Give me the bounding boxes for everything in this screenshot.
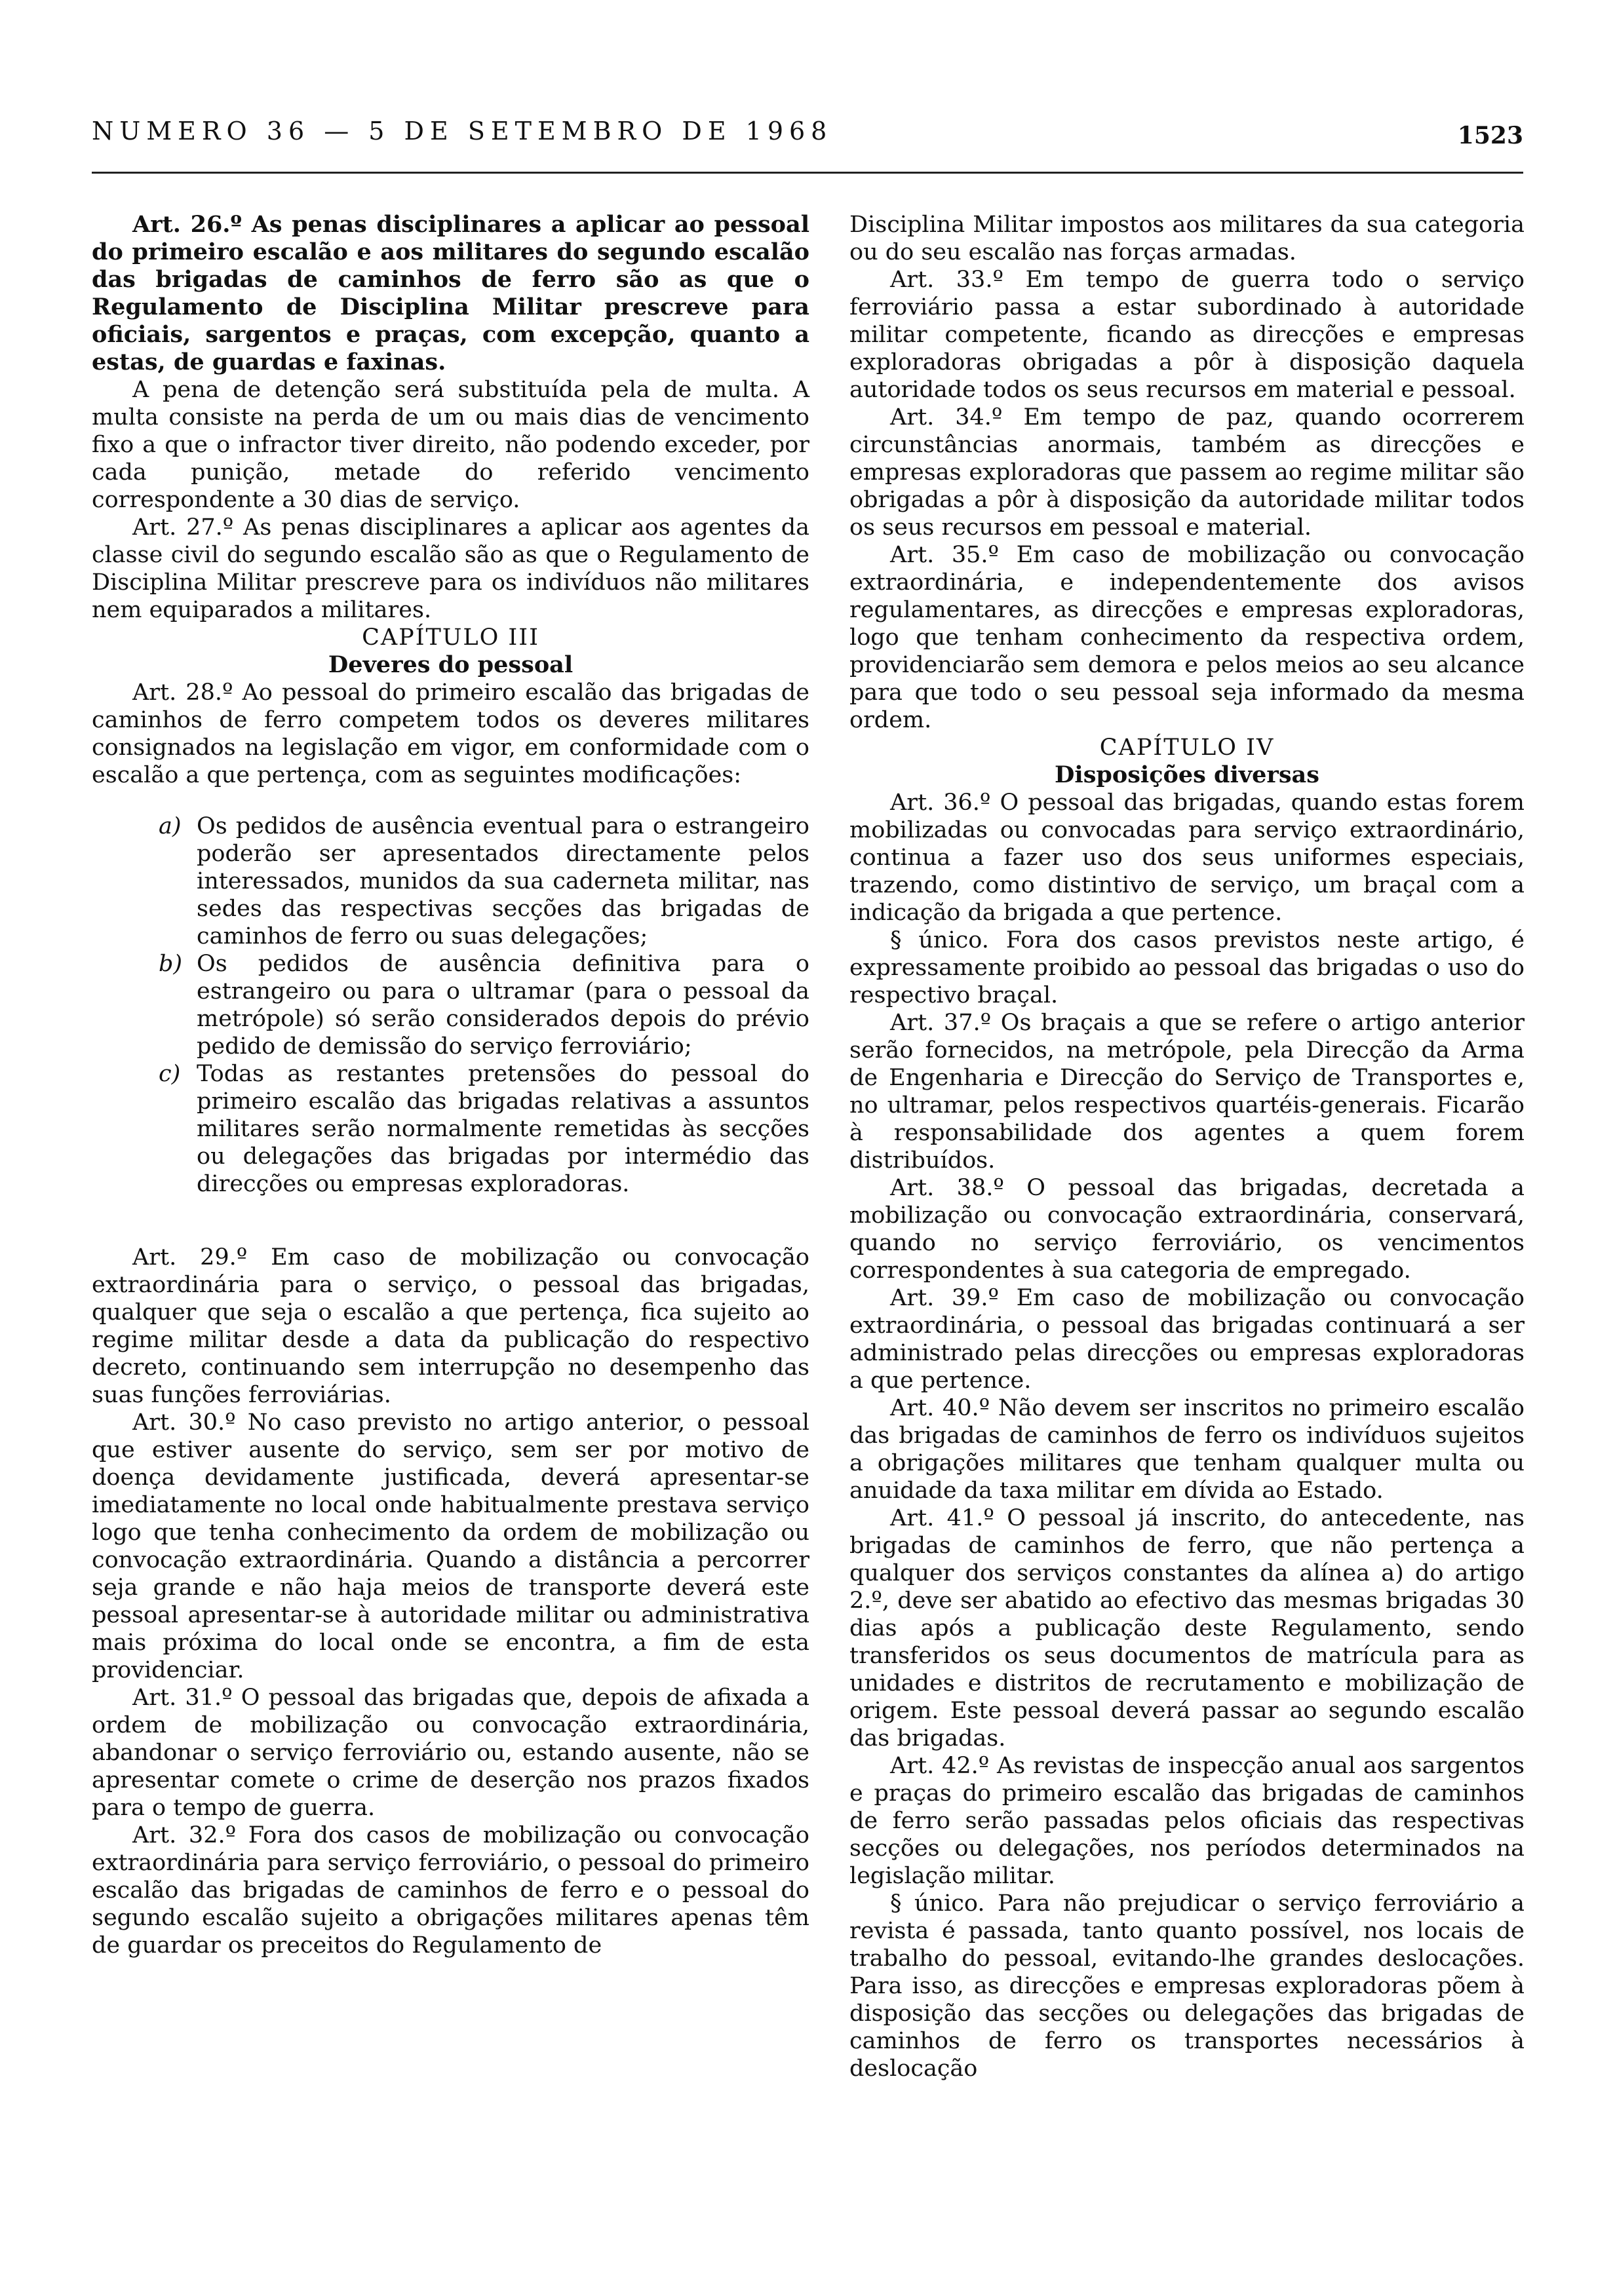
article-40: Art. 40.º Não devem ser inscritos no primeiro escalão das brigadas de caminhos de ferro os indivíduos sujeitos a obrigações militares que tenham qualquer multa ou anuidade da taxa militar em dívida ao Estado. (849, 1395, 1525, 1504)
page-header (92, 117, 1523, 169)
chapter-3-title: Deveres do pessoal (328, 651, 574, 678)
header-rule (92, 172, 1523, 174)
list-marker: c) (159, 1061, 181, 1087)
article-42: Art. 42.º As revistas de inspecção anual aos sargentos e praças do primeiro escalão das brigadas de caminhos de ferro serão passadas pelos oficiais das respectivas secções ou delegações, nos períodos determinados na legislação militar. (849, 1753, 1525, 1889)
issue-and-date: NUMERO 36 — 5 DE SETEMBRO DE 1968 (92, 117, 833, 145)
article-42-unico: § único. Para não prejudicar o serviço ferroviário a revista é passada, tanto quanto possível, nos locais de trabalho do pessoal, evitando-lhe grandes deslocações. Para isso, as direcções e empresas exploradoras põem à disposição das secções ou delegações das brigadas de caminhos de ferro os transportes necessários à deslocação (849, 1890, 1525, 2082)
list-item-text: Todas as restantes pretensões do pessoal do primeiro escalão das brigadas relativas a assuntos militares serão normalmente remetidas às secções ou delegações das brigadas por intermédio das direcções ou empresas exploradoras. (197, 1061, 809, 1197)
list-item (159, 1060, 809, 1198)
chapter-4-label: CAPÍTULO IV (1099, 735, 1275, 761)
article-38: Art. 38.º O pessoal das brigadas, decretada a mobilização ou convocação extraordinária, conservará, quando no serviço ferroviário, os vencimentos correspondentes à sua categoria de empregado. (849, 1175, 1525, 1284)
article-31: Art. 31.º O pessoal das brigadas que, depois de afixada a ordem de mobilização ou convocação extraordinária, abandonar o serviço ferroviário ou, estando ausente, não se apresentar comete o crime de deserção nos prazos fixados para o tempo de guerra. (92, 1685, 809, 1821)
chapter-3-label: CAPÍTULO III (362, 624, 539, 651)
left-column (92, 211, 809, 1959)
list-item-text: Os pedidos de ausência definitiva para o estrangeiro ou para o ultramar (para o pessoal da metrópole) só serão considerados depois do prévio pedido de demissão do serviço ferroviário; (197, 951, 809, 1060)
article-28-intro: Art. 28.º Ao pessoal do primeiro escalão das brigadas de caminhos de ferro competem todos os deveres militares consignados na legislação em vigor, em conformidade com o escalão a que pertença, com as seguintes modificações: (92, 679, 809, 788)
article-36-unico: § único. Fora dos casos previstos neste artigo, é expressamente proibido ao pessoal das brigadas o uso do respectivo braçal. (849, 927, 1525, 1008)
list-marker: a) (159, 813, 182, 839)
list-item-text: Os pedidos de ausência eventual para o estrangeiro poderão ser apresentados directamente pelos interessados, munidos da sua caderneta militar, nas sedes das respectivas secções das brigadas de caminhos de ferro ou suas delegações; (197, 813, 809, 949)
article-34: Art. 34.º Em tempo de paz, quando ocorrerem circunstâncias anormais, também as direcções e empresas exploradoras que passem ao regime militar são obrigadas a pôr à disposição da autoridade militar todos os seus recursos em pessoal e material. (849, 404, 1525, 541)
article-37: Art. 37.º Os braçais a que se refere o artigo anterior serão fornecidos, na metrópole, pela Direcção da Arma de Engenharia e Direcção do Serviço de Transportes e, no ultramar, pelos respectivos quartéis-generais. Ficarão à responsabilidade dos agentes a quem forem distribuídos. (849, 1010, 1525, 1174)
article-35: Art. 35.º Em caso de mobilização ou convocação extraordinária, e independentemente dos avisos regulamentares, as direcções e empresas exploradoras, logo que tenham conhecimento da respectiva ordem, providenciarão sem demora e pelos meios ao seu alcance para que todo o seu pessoal seja informado da mesma ordem. (849, 542, 1525, 733)
article-28-list (159, 813, 809, 1198)
article-32-start: Art. 32.º Fora dos casos de mobilização ou convocação extraordinária para serviço ferroviário, o pessoal do primeiro escalão das brigadas de caminhos de ferro e o pessoal do segundo escalão sujeito a obrigações militares apenas têm de guardar os preceitos do Regulamento de (92, 1822, 809, 1959)
article-26-paragraph-1: Art. 26.º As penas disciplinares a aplicar ao pessoal do primeiro escalão e aos militares do segundo escalão das brigadas de caminhos de ferro são as que o Regulamento de Disciplina Militar prescreve para oficiais, sargentos e praças, com excepção, quanto a estas, de guardas e faxinas. (92, 211, 809, 375)
list-marker: b) (159, 951, 183, 977)
list-item (159, 813, 809, 950)
list-item (159, 950, 809, 1060)
article-32-end: Disciplina Militar impostos aos militares da sua categoria ou do seu escalão nas forças armadas. (849, 212, 1525, 265)
article-29: Art. 29.º Em caso de mobilização ou convocação extraordinária para o serviço, o pessoal das brigadas, qualquer que seja o escalão a que pertença, fica sujeito ao regime militar desde a data da publicação do respectivo decreto, continuando sem interrupção no desempenho das suas funções ferroviárias. (92, 1244, 809, 1408)
article-27: Art. 27.º As penas disciplinares a aplicar aos agentes da classe civil do segundo escalão são as que o Regulamento de Disciplina Militar prescreve para os indivíduos não militares nem equiparados a militares. (92, 514, 809, 623)
article-36: Art. 36.º O pessoal das brigadas, quando estas forem mobilizadas ou convocadas para serviço extraordinário, continua a fazer uso dos seus uniformes especiais, trazendo, como distintivo de serviço, um braçal com a indicação da brigada a que pertence. (849, 790, 1525, 926)
page-number: 1523 (1457, 122, 1523, 149)
article-26-paragraph-2: A pena de detenção será substituída pela de multa. A multa consiste na perda de um ou mais dias de vencimento fixo a que o infractor tiver direito, não podendo exceder, por cada punição, metade do referido vencimento correspondente a 30 dias de serviço. (92, 377, 809, 513)
article-33: Art. 33.º Em tempo de guerra todo o serviço ferroviário passa a estar subordinado à autoridade militar competente, ficando as direcções e empresas exploradoras obrigadas a pôr à disposição daquela autoridade todos os seus recursos em material e pessoal. (849, 267, 1525, 403)
article-30: Art. 30.º No caso previsto no artigo anterior, o pessoal que estiver ausente do serviço, sem ser por motivo de doença devidamente justificada, deverá apresentar-se imediatamente no local onde habitualmente prestava serviço logo que tenha conhecimento da ordem de mobilização ou convocação extraordinária. Quando a distância a percorrer seja grande e não haja meios de transporte deverá este pessoal apresentar-se à autoridade militar ou administrativa mais próxima do local onde se encontra, a fim de esta providenciar. (92, 1409, 809, 1683)
article-41: Art. 41.º O pessoal já inscrito, do antecedente, nas brigadas de caminhos de ferro, que não pertença a qualquer dos serviços constantes da alínea a) do artigo 2.º, deve ser abatido ao efectivo das mesmas brigadas 30 dias após a publicação deste Regulamento, sendo transferidos os seus documentos de matrícula para as unidades e distritos de recrutamento e mobilização de origem. Este pessoal deverá passar ao segundo escalão das brigadas. (849, 1505, 1525, 1751)
right-column (849, 211, 1525, 2082)
article-39: Art. 39.º Em caso de mobilização ou convocação extraordinária, o pessoal das brigadas continuará a ser administrado pelas direcções ou empresas exploradoras a que pertence. (849, 1285, 1525, 1394)
chapter-4-title: Disposições diversas (1055, 761, 1319, 788)
